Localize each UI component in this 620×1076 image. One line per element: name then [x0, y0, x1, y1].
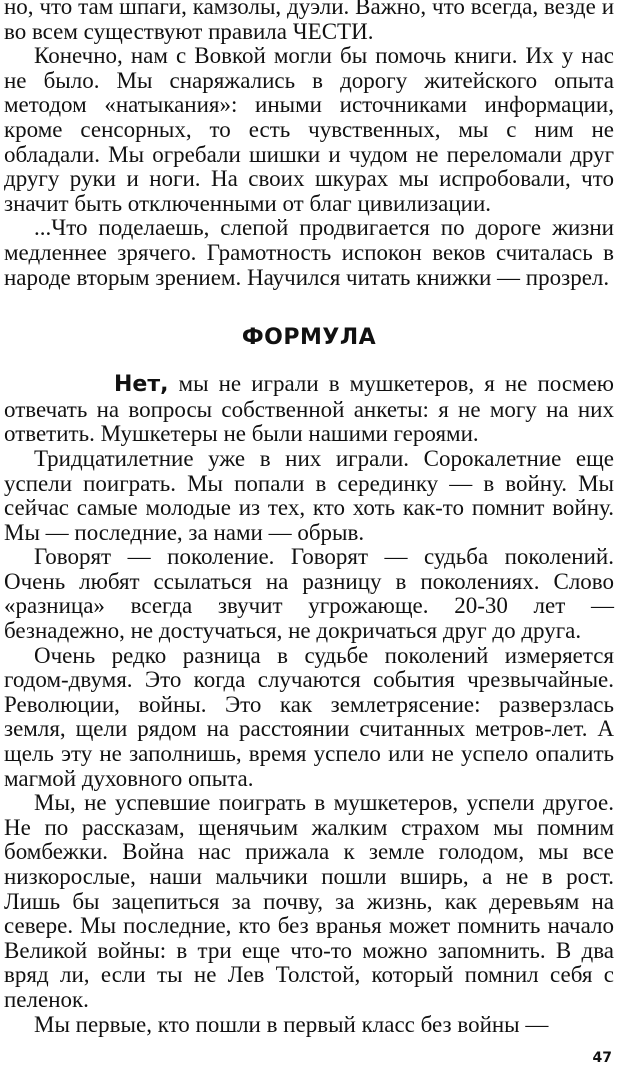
paragraph: Очень редко разница в судьбе поколений измеряется годом-двумя. Это когда случаются события чрезвычайные. Революции, войны. Это как землетрясение: разверзлась земля, щели рядом на расстоянии считанных метров-лет. А щель эту не заполнишь, время успело или не успело опалить магмой духовного опыта.	[4, 642, 614, 791]
paragraph: Мы первые, кто пошли в первый класс без войны —	[34, 1011, 549, 1037]
page-number: 47	[592, 1050, 612, 1066]
paragraph: Конечно, нам с Вовкой могли бы помочь книги. Их у нас не было. Мы снаряжались в дорогу житейского опыта методом «натыкания»: иными источниками информации, кроме сенсорных, то есть чувственных, мы с ним не обладали. Мы огребали шишки и чудом не переломали друг другу руки и ноги. На своих шкурах мы испробовали, что значит быть отключенными от благ цивилизации.	[4, 43, 614, 216]
paragraph: Говорят — поколение. Говорят — судьба поколений. Очень любят ссылаться на разницу в поколениях. Слово «разница» всегда звучит угрожающе. 20-30 лет — безнадежно, не достучаться, не докричаться друг до друга.	[4, 544, 614, 644]
lead-word: Нет,	[114, 372, 169, 398]
paragraph: ...Что поделаешь, слепой продвигается по дороге жизни медленнее зрячего. Грамотность испокон веков считалась в народе вторым зрением. Научился читать книжки — прозрел.	[4, 215, 614, 290]
section-heading: ФОРМУЛА	[241, 325, 377, 351]
paragraph: Тридцатилетние уже в них играли. Сорокалетние еще успели поиграть. Мы попали в серединку — в войну. Мы сейчас самые молодые из тех, кто хоть как-то помнит войну. Мы — последние, за нами — обрыв.	[4, 445, 614, 545]
paragraph: Мы, не успевшие поиграть в мушкетеров, успели другое. Не по рассказам, щенячьим жалким страхом мы помним бомбежки. Война нас прижала к земле голодом, мы все низкорослые, наши мальчики пошли вширь, а не в рост. Лишь бы зацепиться за почву, за жизнь, как деревьям на севере. Мы последние, кто без вранья может помнить начало Великой войны: в три еще что-то можно запомнить. В два вряд ли, если ты не Лев Толстой, который помнил себя с пеленок.	[4, 790, 614, 1012]
paragraph-continuation: но, что там шпаги, камзолы, дуэли. Важно, что всегда, везде и во всем существуют правила ЧЕСТИ.	[4, 0, 614, 44]
section-opening-paragraph	[4, 372, 614, 447]
lead-rest: мы не играли в мушкетеров, я не посмею отвечать на вопросы собственной анкеты: я не могу на них ответить. Мушкетеры не были нашими героями.	[4, 371, 614, 447]
